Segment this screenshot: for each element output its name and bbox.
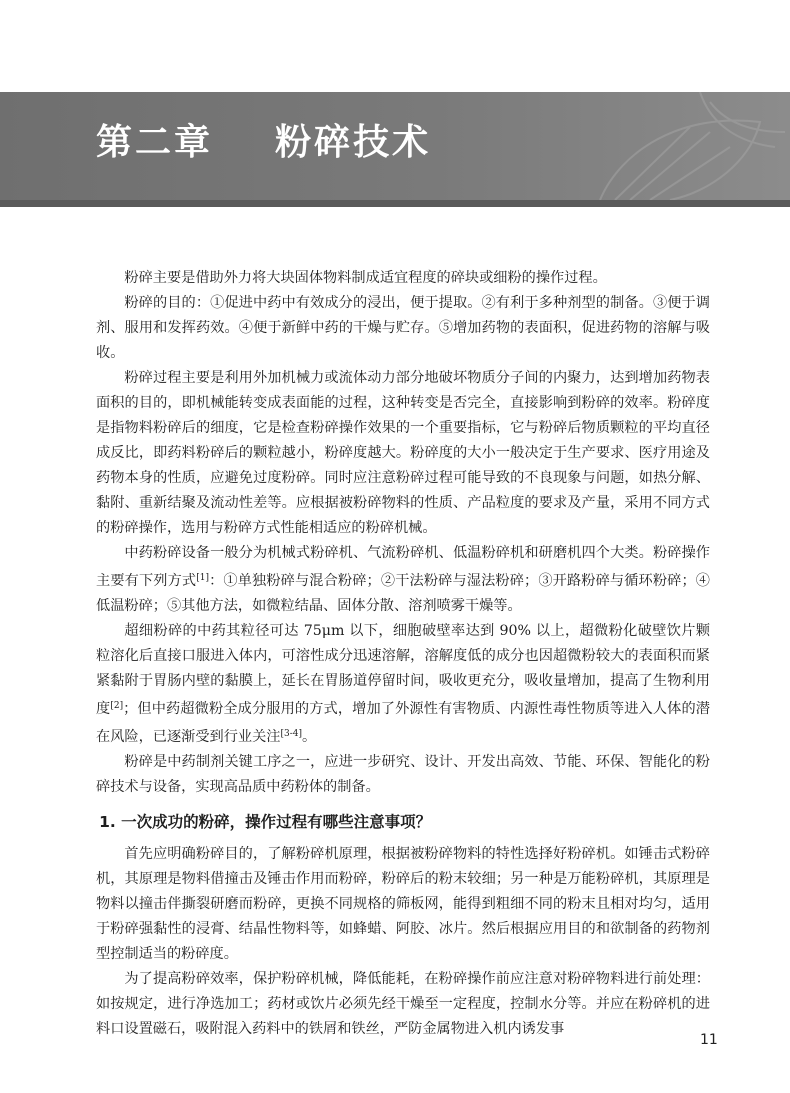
citation-marker: [3-4] xyxy=(280,729,302,739)
page-number: 11 xyxy=(700,1032,718,1048)
page-body xyxy=(96,266,710,1042)
question-heading: 1. 一次成功的粉碎，操作过程有哪些注意事项？ xyxy=(99,813,432,831)
ginkgo-leaf-decoration xyxy=(560,92,790,200)
paragraph-ultrafine xyxy=(96,619,710,750)
paragraph-equipment xyxy=(96,541,710,619)
banner-divider xyxy=(0,200,790,207)
chapter-banner xyxy=(0,92,790,200)
citation-marker: [1] xyxy=(196,573,209,583)
chapter-title: 第二章 粉碎技术 xyxy=(96,122,432,163)
paragraph-outlook: 粉碎是中药制剂关键工序之一，应进一步研究、设计、开发出高效、节能、环保、智能化的粉碎技术与设备，实现高品质中药粉体的制备。 xyxy=(96,754,710,795)
paragraph-text: 中药粉碎设备一般分为机械式粉碎机、气流粉碎机、低温粉碎机和研磨机四个大类。粉碎操作主要有下列方式 xyxy=(96,545,710,589)
paragraph-answer-2: 为了提高粉碎效率，保护粉碎机械，降低能耗，在粉碎操作前应注意对粉碎物料进行前处理：如按规定，进行净选加工；药材或饮片必须先经干燥至一定程度，控制水分等。并应在粉碎机的进料口设置磁石，吸附混入药料中的铁屑和铁丝，严防金属物进入机内诱发事 xyxy=(96,971,710,1037)
paragraph-process: 粉碎过程主要是利用外加机械力或流体动力部分地破坏物质分子间的内聚力，达到增加药物表面积的目的，即机械能转变成表面能的过程，这种转变是否完全，直接影响到粉碎的效率。粉碎度是指物料粉碎后的细度，它是检查粉碎操作效果的一个重要指标，它与粉碎后物质颗粒的平均直径成反比，即药料粉碎后的颗粒越小，粉碎度越大。粉碎度的大小一般决定于生产要求、医疗用途及药物本身的性质，应避免过度粉碎。同时应注意粉碎过程可能导致的不良现象与问题，如热分解、黏附、重新结聚及流动性差等。应根据被粉碎物料的性质、产品粒度的要求及产量，采用不同方式的粉碎操作，选用与粉碎方式性能相适应的粉碎机械。 xyxy=(96,370,710,536)
paragraph-answer-1: 首先应明确粉碎目的，了解粉碎机原理，根据被粉碎物料的特性选择好粉碎机。如锤击式粉碎机，其原理是物料借撞击及锤击作用而粉碎，粉碎后的粉末较细；另一种是万能粉碎机，其原理是物料以撞击伴撕裂研磨而粉碎，更换不同规格的筛板网，能得到粗细不同的粉末且相对均匀，适用于粉碎强黏性的浸膏、结晶性物料等，如蜂蜡、阿胶、冰片。然后根据应用目的和欲制备的药物剂型控制适当的粉碎度。 xyxy=(96,846,710,962)
paragraph-intro: 粉碎主要是借助外力将大块固体物料制成适宜程度的碎块或细粉的操作过程。 xyxy=(124,270,607,286)
paragraph-text: ：①单独粉碎与混合粉碎；②干法粉碎与湿法粉碎；③开路粉碎与循环粉碎；④低温粉碎；⑤其他方法，如微粒结晶、固体分散、溶剂喷雾干燥等。 xyxy=(96,573,710,614)
paragraph-text: 超细粉碎的中药其粒径可达 75μm 以下，细胞破壁率达到 90% 以上，超微粉化破壁饮片颗粒溶化后直接口服进入体内，可溶性成分迅速溶解，溶解度低的成分也因超微粉较大的表面积而紧紧黏附于胃肠内壁的黏膜上，延长在胃肠道停留时间，吸收更充分，吸收量增加，提高了生物利用度 xyxy=(96,623,710,717)
paragraph-text: 。 xyxy=(301,729,317,745)
paragraph-text: ；但中药超微粉全成分服用的方式，增加了外源性有害物质、内源性毒性物质等进入人体的潜在风险，已逐渐受到行业关注 xyxy=(96,701,710,745)
paragraph-purpose: 粉碎的目的：①促进中药中有效成分的浸出，便于提取。②有利于多种剂型的制备。③便于调剂、服用和发挥药效。④便于新鲜中药的干燥与贮存。⑤增加药物的表面积，促进药物的溶解与吸收。 xyxy=(96,295,710,361)
citation-marker: [2] xyxy=(110,701,124,711)
